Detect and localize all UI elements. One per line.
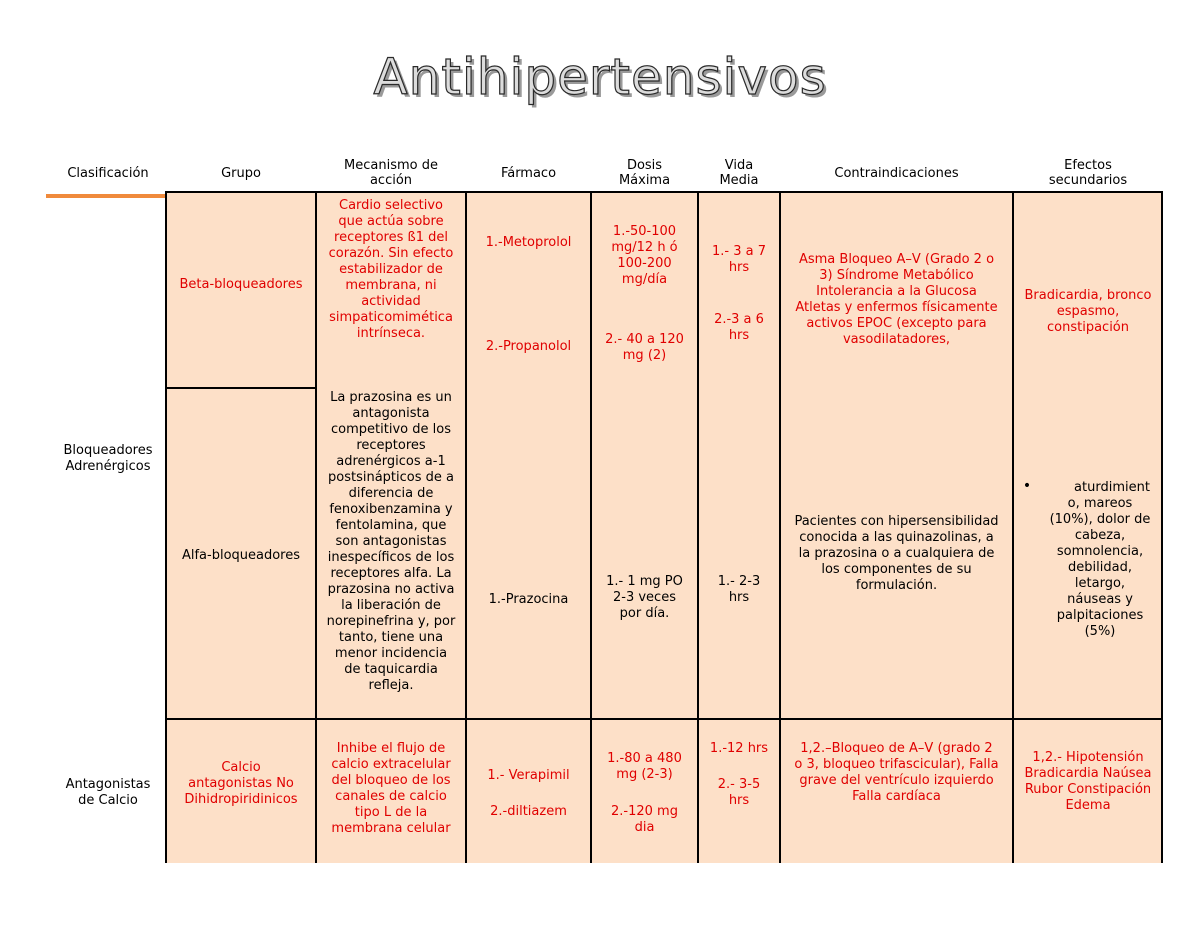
alfa-efectos-bullet: • (1022, 478, 1032, 494)
beta-vida-line: 1.- 3 a 7 (712, 244, 766, 259)
header-dosis-line2: Máxima (618, 173, 671, 188)
beta-mecanismo-line: estabilizador de (339, 262, 443, 277)
beta-vida-line: hrs (728, 260, 750, 275)
calcio-grupo-line: Dihidropiridinicos (184, 792, 298, 807)
alfa-mecanismo-line: tanto, tiene una (338, 630, 444, 645)
beta-mecanismo-line: receptores ß1 del (334, 230, 448, 245)
alfa-efectos-line: aturdimient (1074, 480, 1150, 495)
beta-efectos (1013, 288, 1163, 336)
beta-mecanismo-line: que actúa sobre (338, 214, 444, 229)
beta-contra-line: vasodilatadores, (842, 332, 951, 347)
header-vida-line1: Vida (724, 158, 754, 173)
calcio-mecanismo (316, 741, 466, 837)
beta-farmaco-1: 1.-Metoprolol (485, 235, 572, 250)
beta-vida-line: 2.-3 a 6 (714, 312, 764, 327)
header-efectos-line1: Efectos (1064, 158, 1112, 173)
calcio-mecanismo-line: canales de calcio (335, 789, 447, 804)
beta-dosis-2 (591, 332, 698, 364)
alfa-efectos-line: o, mareos (1067, 496, 1133, 511)
header-clasificacion: Clasificación (67, 166, 149, 181)
calcio-dosis-line: 1.-80 a 480 (607, 751, 682, 766)
classification-antagonistas-line1: Antagonistas (65, 777, 151, 792)
calcio-contra-line: o 3, bloqueo trifascicular), Falla (794, 757, 999, 772)
calcio-dosis-line: dia (634, 820, 655, 835)
alfa-mecanismo-line: diferencia de (348, 486, 434, 501)
alfa-dosis-line: 2-3 veces (613, 590, 676, 605)
header-mecanismo-line2: acción (369, 173, 413, 188)
header-dosis-line1: Dosis (626, 158, 663, 173)
alfa-vida (698, 574, 780, 606)
alfa-mecanismo-line: la liberación de (341, 598, 441, 613)
beta-dosis-line: mg/12 h ó (611, 240, 678, 255)
calcio-efectos-line: 1,2.- Hipotensión (1032, 750, 1144, 765)
calcio-contra-line: grave del ventrículo izquierdo (799, 773, 994, 788)
calcio-vida-line: hrs (728, 793, 750, 808)
header-mecanismo (316, 158, 466, 188)
alfa-mecanismo-line: son antagonistas (335, 534, 447, 549)
alfa-mecanismo-line: prazosina no activa (327, 582, 455, 597)
beta-vida-1 (698, 244, 780, 276)
beta-dosis-line: 2.- 40 a 120 (605, 332, 684, 347)
calcio-mecanismo-line: tipo L de la (354, 805, 428, 820)
beta-vida-line: hrs (728, 328, 750, 343)
header-contraindicaciones: Contraindicaciones (834, 166, 959, 181)
calcio-vida-line: 1.-12 hrs (709, 741, 769, 756)
alfa-grupo: Alfa-bloqueadores (181, 548, 301, 563)
calcio-efectos-line: Bradicardia Naúsea (1024, 766, 1152, 781)
beta-contra-line: Atletas y enfermos físicamente (795, 300, 998, 315)
classification-bloqueadores-line1: Bloqueadores (63, 443, 153, 458)
alfa-mecanismo-line: fenoxibenzamina y (329, 502, 453, 517)
beta-mecanismo-line: intrínseca. (356, 326, 426, 341)
alfa-contra-line: los componentes de su (821, 562, 972, 577)
alfa-mecanismo-line: inespecíficos de los (327, 550, 455, 565)
beta-efectos-line: Bradicardia, bronco (1024, 288, 1152, 303)
header-grupo: Grupo (221, 166, 261, 181)
beta-dosis-line: mg/día (621, 272, 668, 287)
classification-bloqueadores-line2: Adrenérgicos (65, 459, 151, 474)
page-title: Antihipertensivos (373, 48, 827, 106)
alfa-contra-line: Pacientes con hipersensibilidad (794, 514, 999, 529)
alfa-mecanismo-line: de taquicardia (344, 662, 438, 677)
alfa-efectos-line: somnolencia, (1056, 544, 1144, 559)
calcio-farmaco-1: 1.- Verapimil (487, 768, 570, 783)
header-vida-line2: Media (719, 173, 759, 188)
alfa-efectos-line: debilidad, (1068, 560, 1132, 575)
header-mecanismo-line1: Mecanismo de (344, 158, 438, 173)
calcio-dosis-line: mg (2-3) (616, 767, 673, 782)
calcio-efectos-line: Rubor Constipación (1024, 782, 1152, 797)
alfa-mecanismo-line: refleja. (368, 678, 414, 693)
calcio-grupo-line: antagonistas No (188, 776, 294, 791)
beta-contraindicaciones (780, 252, 1013, 348)
beta-contra-line: Asma Bloqueo A–V (Grado 2 o (798, 252, 995, 267)
alfa-vida-line: hrs (728, 590, 750, 605)
alfa-efectos-line: (5%) (1084, 624, 1116, 639)
alfa-efectos-line: (10%), dolor de (1049, 512, 1151, 527)
header-farmaco: Fármaco (500, 166, 557, 181)
alfa-mecanismo-line: adrenérgicos a-1 (336, 454, 446, 469)
calcio-grupo-line: Calcio (221, 760, 261, 775)
alfa-mecanismo-line: fentolamina, que (335, 518, 447, 533)
beta-contra-line: activos EPOC (excepto para (806, 316, 987, 331)
calcio-vida (698, 741, 780, 809)
calcio-contraindicaciones (780, 741, 1013, 805)
beta-efectos-line: constipación (1047, 320, 1129, 335)
beta-contra-line: Intolerancia a la Glucosa (816, 284, 977, 299)
alfa-mecanismo (316, 390, 466, 694)
calcio-mecanismo-line: membrana celular (331, 821, 451, 836)
beta-dosis-line: 1.-50-100 (612, 224, 677, 239)
alfa-contra-line: conocida a las quinazolinas, a (799, 530, 994, 545)
calcio-contra-line: Falla cardíaca (852, 789, 941, 804)
calcio-mecanismo-line: calcio extracelular (331, 757, 451, 772)
calcio-efectos-line: Edema (1065, 798, 1111, 813)
calcio-contra-line: 1,2.–Bloqueo de A–V (grado 2 (800, 741, 993, 756)
alfa-mecanismo-line: postsinápticos de a (328, 470, 454, 485)
alfa-efectos-line: cabeza, (1074, 528, 1126, 543)
beta-dosis-line: mg (2) (622, 348, 667, 363)
header-vida (698, 158, 780, 188)
alfa-farmaco: 1.-Prazocina (488, 592, 569, 607)
classification-antagonistas (52, 777, 164, 809)
accent-bar (46, 194, 166, 198)
calcio-grupo (166, 760, 316, 808)
alfa-mecanismo-line: receptores (356, 438, 426, 453)
alfa-dosis-line: 1.- 1 mg PO (606, 574, 683, 589)
alfa-efectos-line: palpitaciones (1056, 608, 1144, 623)
row-divider-beta-alfa (166, 387, 316, 389)
beta-vida-2 (698, 312, 780, 344)
beta-mecanismo-line: simpaticomimética (329, 310, 453, 325)
alfa-vida-line: 1.- 2-3 (717, 574, 761, 589)
beta-farmaco-2: 2.-Propanolol (485, 339, 572, 354)
beta-mecanismo-line: Cardio selectivo (339, 198, 443, 213)
beta-mecanismo (316, 198, 466, 342)
calcio-farmaco-2: 2.-diltiazem (490, 804, 567, 819)
beta-contra-line: 3) Síndrome Metabólico (819, 268, 974, 283)
beta-efectos-line: espasmo, (1056, 304, 1120, 319)
calcio-dosis-1 (591, 751, 698, 783)
calcio-mecanismo-line: del bloqueo de los (331, 773, 451, 788)
alfa-contraindicaciones (780, 514, 1013, 594)
classification-bloqueadores (52, 443, 164, 475)
beta-grupo: Beta-bloqueadores (179, 277, 303, 292)
calcio-dosis-2 (591, 804, 698, 836)
alfa-dosis-line: por día. (619, 606, 670, 621)
alfa-dosis (591, 574, 698, 622)
calcio-mecanismo-line: Inhibe el flujo de (336, 741, 446, 756)
classification-antagonistas-line2: de Calcio (78, 793, 138, 808)
alfa-mecanismo-line: receptores alfa. La (330, 566, 452, 581)
alfa-mecanismo-line: norepinefrina y, por (326, 614, 456, 629)
alfa-mecanismo-line: competitivo de los (331, 422, 451, 437)
header-dosis (591, 158, 698, 188)
row-divider-calcio (166, 718, 1163, 720)
alfa-contra-line: formulación. (855, 578, 938, 593)
beta-mecanismo-line: actividad (361, 294, 421, 309)
calcio-vida-line: 2.- 3-5 (717, 777, 761, 792)
beta-mecanismo-line: corazón. Sin efecto (328, 246, 454, 261)
header-efectos-line2: secundarios (1048, 173, 1128, 188)
beta-dosis-1 (591, 224, 698, 288)
header-efectos (1013, 158, 1163, 188)
alfa-efectos-line: náuseas y (1067, 592, 1133, 607)
alfa-efectos-line: letargo, (1074, 576, 1126, 591)
beta-dosis-line: 100-200 (617, 256, 672, 271)
alfa-efectos (1040, 480, 1160, 640)
calcio-efectos (1013, 750, 1163, 814)
calcio-dosis-line: 2.-120 mg (611, 804, 678, 819)
alfa-contra-line: la prazosina o a cualquiera de (798, 546, 995, 561)
alfa-mecanismo-line: antagonista (352, 406, 430, 421)
alfa-mecanismo-line: La prazosina es un (330, 390, 452, 405)
alfa-mecanismo-line: menor incidencia (334, 646, 448, 661)
beta-mecanismo-line: membrana, ni (345, 278, 437, 293)
